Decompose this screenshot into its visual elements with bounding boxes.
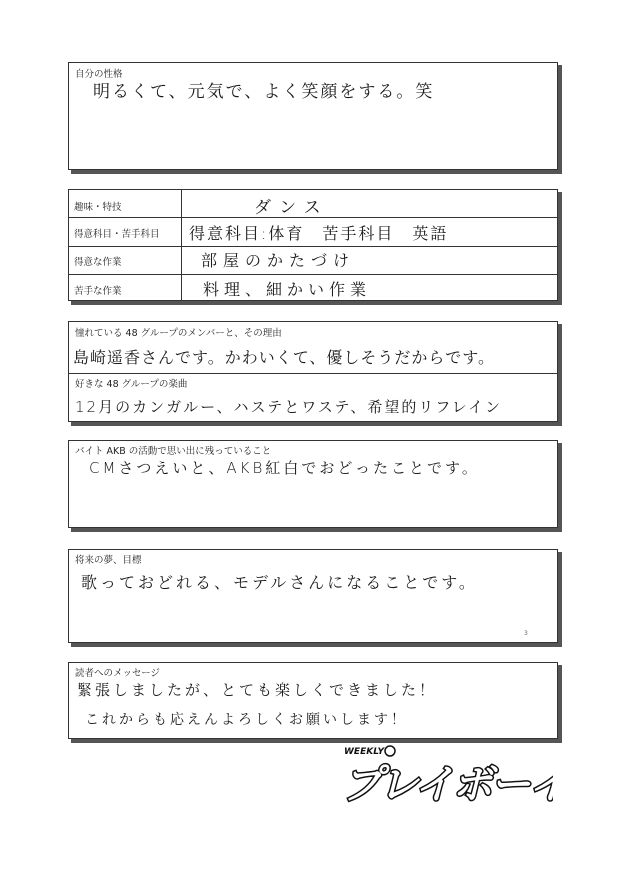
dream-answer: 歌っておどれる、モデルさんになることです。 [81, 573, 478, 592]
logo-dot-icon [385, 746, 395, 756]
personality-answer: 明るくて、元気で、よく笑顔をする。笑 [93, 82, 435, 102]
dream-mark: 3 [524, 630, 528, 637]
personality-label: 自分の性格 [75, 69, 123, 80]
row-divider [69, 246, 557, 247]
table-divider [181, 190, 182, 300]
memory-box [68, 440, 558, 528]
good-task-label: 得意な作業 [74, 257, 122, 268]
dream-label: 将来の夢、目標 [75, 555, 142, 566]
subjects-answer: 得意科目:体育 苦手科目 英語 [189, 224, 449, 243]
profile-table [68, 189, 558, 301]
dream-box [68, 549, 558, 643]
favorite-song-answer: 12月のカンガルー、ハステとワステ、希望的リフレイン [75, 398, 503, 416]
message-line-2: これからも応えんよろしくお願いします！ [85, 712, 408, 728]
hobby-answer: ダンス [254, 198, 329, 218]
good-task-answer: 部屋のかたづけ [201, 251, 356, 270]
logo-graphic [338, 740, 553, 810]
admired-member-label: 憧れている 48 グループのメンバーと、その理由 [75, 328, 282, 339]
message-line-1: 緊張しましたが、とても楽しくできました！ [77, 681, 438, 699]
admired-member-answer: 島崎遥香さんです。かわいくて、優しそうだからです。 [73, 348, 495, 367]
logo-weekly-text: WEEKLY [344, 747, 385, 757]
memory-answer: CMさつえいと、AKB紅白でおどったことです。 [89, 459, 480, 477]
favorite-song-label: 好きな 48 グループの楽曲 [75, 379, 188, 390]
section-divider [69, 373, 557, 374]
message-label: 読者へのメッセージ [75, 668, 160, 679]
logo-main-text: プレイボーイ [342, 762, 553, 808]
row-divider [69, 274, 557, 275]
personality-box [68, 62, 558, 170]
weekly-playboy-logo [338, 740, 553, 810]
bad-task-label: 苦手な作業 [74, 286, 122, 297]
hobby-label: 趣味・特技 [74, 202, 122, 213]
memory-label: バイト AKB の活動で思い出に残っていること [75, 446, 272, 457]
member-song-box [68, 321, 558, 422]
message-box [68, 662, 558, 739]
subjects-label: 得意科目・苦手科目 [74, 229, 160, 240]
bad-task-answer: 料理、細かい作業 [203, 280, 372, 299]
